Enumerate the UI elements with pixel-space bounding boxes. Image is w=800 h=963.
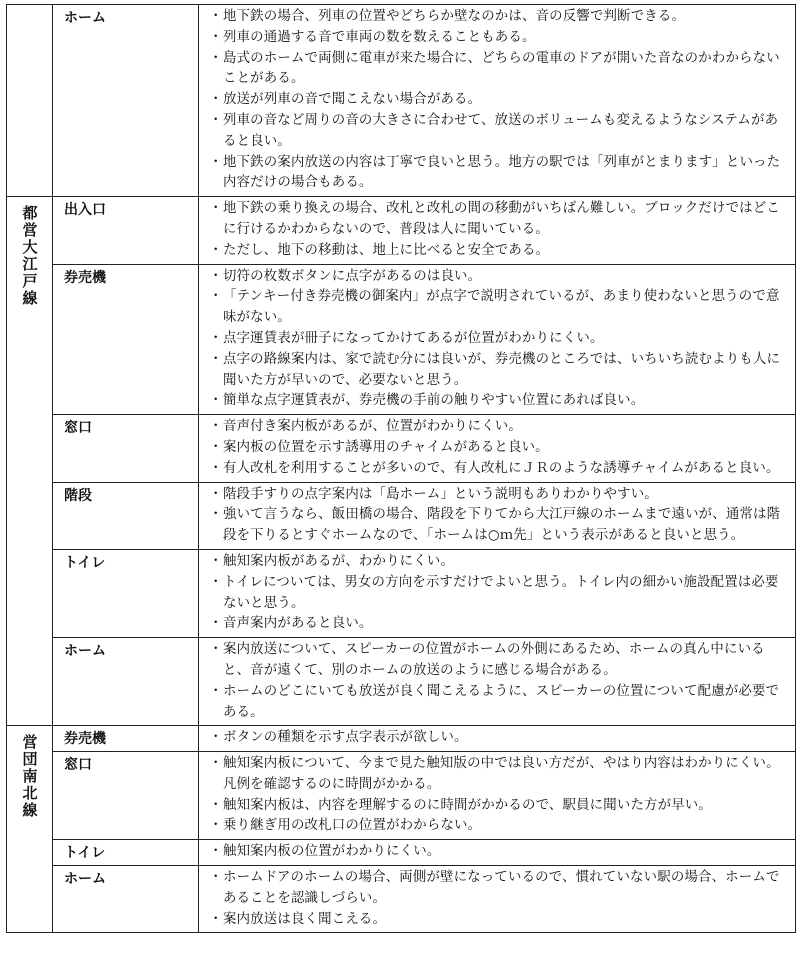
notes-list (199, 5, 795, 196)
list-item: ・ 触知案内板の位置がわかりにくい。 (209, 842, 789, 863)
list-item: ・ 点字の路線案内は、家で読む分には良いが、券売機のところでは、いちいち読むよりも人に聞いた方が早いので、必要ないと思う。 (209, 350, 789, 392)
list-item: ・ 列車の通過する音で車両の数を数えることもある。 (209, 28, 789, 49)
location-cell (53, 752, 199, 840)
table-row (7, 415, 796, 482)
notes-cell (199, 197, 796, 264)
list-item: ・ 切符の枚数ボタンに点字があるのは良い。 (209, 267, 789, 288)
table-row (7, 549, 796, 637)
notes-cell (199, 415, 796, 482)
location-cell (53, 197, 199, 264)
location-label: 出入口 (64, 202, 106, 219)
list-item: ・ 簡単な点字運賃表が、券売機の手前の触りやすい位置にあれば良い。 (209, 391, 789, 412)
notes-list (199, 638, 795, 725)
location-cell (53, 726, 199, 752)
notes-cell (199, 638, 796, 726)
notes-cell (199, 5, 796, 197)
table-row (7, 840, 796, 866)
location-cell (53, 482, 199, 549)
line-name-cell (7, 726, 53, 933)
list-item: ・ ただし、地下の移動は、地上に比べると安全である。 (209, 241, 789, 262)
location-cell (53, 5, 199, 197)
notes-list (199, 550, 795, 637)
location-label: ホーム (64, 871, 106, 888)
list-item: ・ 強いて言うなら、飯田橋の場合、階段を下りてから大江戸線のホームまで遠いが、通常は階段を下りるとすぐホームなので、「ホームは○ｍ先」という表示があると良いと思う。 (209, 505, 789, 547)
line-name: 都営大江戸線 (20, 205, 39, 308)
list-item: ・ 地下鉄の乗り換えの場合、改札と改札の間の移動がいちばん難しい。ブロックだけではどこに行けるかわからないので、普段は人に聞いている。 (209, 199, 789, 241)
location-label: 窓口 (64, 757, 92, 774)
notes-list (199, 265, 795, 415)
location-cell (53, 840, 199, 866)
list-item: ・ 触知案内板は、内容を理解するのに時間がかかるので、駅員に聞いた方が早い。 (209, 796, 789, 817)
survey-table-page (6, 4, 795, 933)
location-cell (53, 549, 199, 637)
location-label: トイレ (64, 554, 106, 571)
table-row (7, 264, 796, 415)
list-item: ・ ホームのどこにいても放送が良く聞こえるように、スピーカーの位置について配慮が必要である。 (209, 682, 789, 724)
list-item: ・ ボタンの種類を示す点字表示が欲しい。 (209, 728, 789, 749)
notes-cell (199, 264, 796, 415)
location-cell (53, 638, 199, 726)
location-label: 券売機 (64, 731, 106, 748)
notes-list (199, 866, 795, 932)
list-item: ・ 点字運賃表が冊子になってかけてあるが位置がわかりにくい。 (209, 329, 789, 350)
location-label: 窓口 (64, 420, 92, 437)
location-label: 階段 (64, 487, 92, 504)
list-item: ・ トイレについては、男女の方向を示すだけでよいと思う。トイレ内の細かい施設配置は必要ないと思う。 (209, 573, 789, 615)
notes-list (199, 726, 795, 751)
list-item: ・ 地下鉄の案内放送の内容は丁寧で良いと思う。地方の駅では「列車がとまります」といった内容だけの場合もある。 (209, 153, 789, 195)
notes-cell (199, 726, 796, 752)
list-item: ・ 乗り継ぎ用の改札口の位置がわからない。 (209, 816, 789, 837)
notes-cell (199, 482, 796, 549)
notes-list (199, 840, 795, 865)
notes-cell (199, 752, 796, 840)
notes-cell (199, 549, 796, 637)
notes-list (199, 483, 795, 549)
list-item: ・ 触知案内板があるが、わかりにくい。 (209, 552, 789, 573)
list-item: ・ 島式のホームで両側に電車が来た場合に、どちらの電車のドアが開いた音なのかわからないことがある。 (209, 49, 789, 91)
notes-cell (199, 866, 796, 933)
notes-list (199, 197, 795, 263)
notes-cell (199, 840, 796, 866)
table-row (7, 5, 796, 197)
list-item: ・ 触知案内板について、今まで見た触知版の中では良い方だが、やはり内容はわかりにくい。凡例を確認するのに時間がかかる。 (209, 754, 789, 796)
location-cell (53, 415, 199, 482)
table-row (7, 638, 796, 726)
list-item: ・ 「テンキー付き券売機の御案内」が点字で説明されているが、あまり使わないと思うので意味がない。 (209, 287, 789, 329)
notes-list (199, 752, 795, 839)
location-label: トイレ (64, 845, 106, 862)
notes-list (199, 415, 795, 481)
location-cell (53, 264, 199, 415)
table-row (7, 726, 796, 752)
station-feedback-table (6, 4, 796, 933)
table-row (7, 752, 796, 840)
list-item: ・ 列車の音など周りの音の大きさに合わせて、放送のボリュームも変えるようなシステムがあると良い。 (209, 111, 789, 153)
line-name: 営団南北線 (20, 734, 39, 820)
location-label: ホーム (64, 10, 106, 26)
table-row (7, 482, 796, 549)
location-label: 券売機 (64, 269, 106, 286)
location-label: ホーム (64, 643, 106, 660)
line-name-cell (7, 5, 53, 197)
list-item: ・ 音声付き案内板があるが、位置がわかりにくい。 (209, 417, 789, 438)
list-item: ・ 階段手すりの点字案内は「島ホーム」という説明もありわかりやすい。 (209, 485, 789, 506)
list-item: ・ 案内放送について、スピーカーの位置がホームの外側にあるため、ホームの真ん中にいると、音が遠くて、別のホームの放送のように感じる場合がある。 (209, 640, 789, 682)
list-item: ・ 有人改札を利用することが多いので、有人改札にＪＲのような誘導チャイムがあると良い。 (209, 459, 789, 480)
list-item: ・ 地下鉄の場合、列車の位置やどちらか壁なのかは、音の反響で判断できる。 (209, 7, 789, 28)
list-item: ・ 案内板の位置を示す誘導用のチャイムがあると良い。 (209, 438, 789, 459)
list-item: ・ ホームドアのホームの場合、両側が壁になっているので、慣れていない駅の場合、ホームであることを認識しづらい。 (209, 868, 789, 910)
table-row (7, 197, 796, 264)
table-body (7, 5, 796, 933)
table-row (7, 866, 796, 933)
list-item: ・ 案内放送は良く聞こえる。 (209, 910, 789, 931)
line-name-cell (7, 197, 53, 726)
list-item: ・ 放送が列車の音で聞こえない場合がある。 (209, 90, 789, 111)
location-cell (53, 866, 199, 933)
list-item: ・ 音声案内があると良い。 (209, 614, 789, 635)
